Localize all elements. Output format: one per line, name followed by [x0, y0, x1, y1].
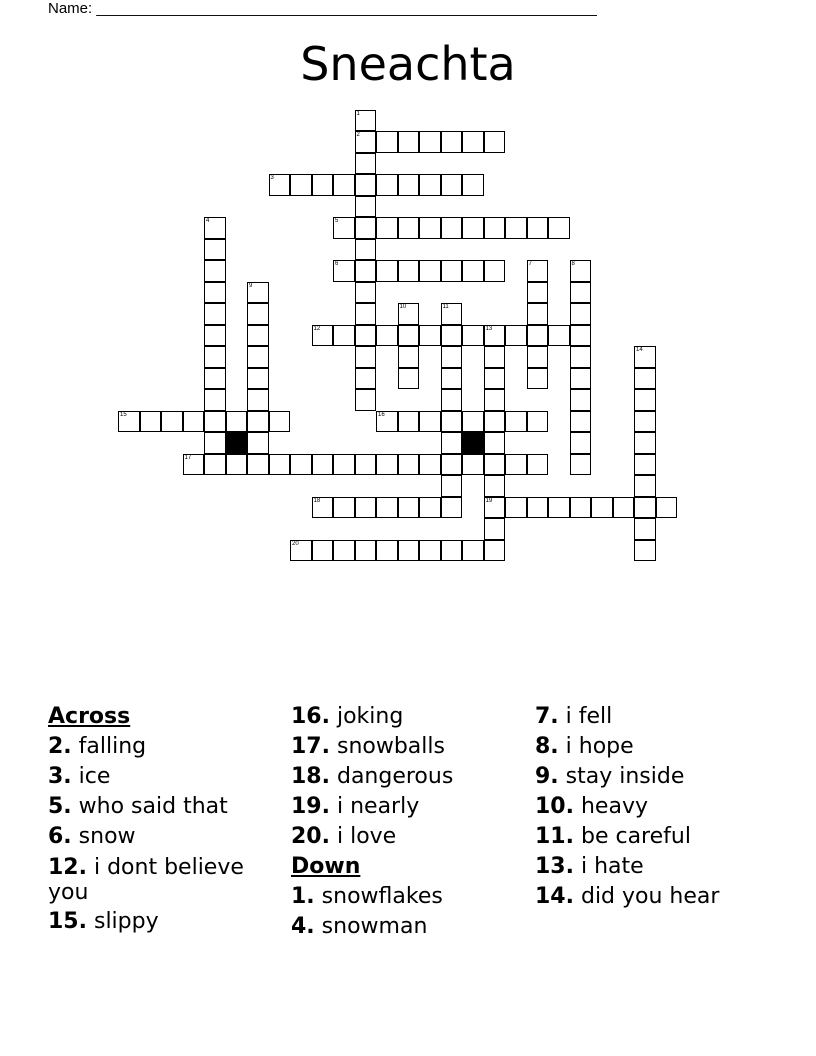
clue-number: 16.: [291, 704, 330, 729]
grid-cell[interactable]: [290, 540, 312, 562]
clue-across-18: [291, 762, 521, 792]
grid-cell[interactable]: [333, 217, 355, 239]
cell-number: 16: [378, 411, 385, 418]
grid-cell[interactable]: [376, 131, 398, 153]
grid-cell[interactable]: [527, 454, 549, 476]
grid-cell[interactable]: [505, 454, 527, 476]
grid-cell[interactable]: [570, 368, 592, 390]
grid-cell[interactable]: [634, 368, 656, 390]
grid-cell[interactable]: [441, 497, 463, 519]
down-heading: Down: [291, 854, 361, 879]
grid-cell[interactable]: [355, 217, 377, 239]
clue-across-15: [48, 907, 278, 937]
grid-cell[interactable]: [376, 411, 398, 433]
grid-cell[interactable]: [290, 454, 312, 476]
clue-number: 19.: [291, 794, 330, 819]
grid-cell[interactable]: [441, 346, 463, 368]
grid-cell[interactable]: [419, 411, 441, 433]
clue-number: 7.: [535, 704, 559, 729]
grid-cell[interactable]: [462, 174, 484, 196]
grid-cell[interactable]: [355, 174, 377, 196]
grid-cell[interactable]: [376, 174, 398, 196]
grid-cell[interactable]: [484, 454, 506, 476]
grid-cell[interactable]: [441, 454, 463, 476]
clue-number: 8.: [535, 734, 559, 759]
cell-number: 20: [292, 540, 299, 547]
clue-down-14: [535, 882, 785, 912]
grid-cell[interactable]: [441, 217, 463, 239]
grid-cell[interactable]: [247, 346, 269, 368]
clue-number: 13.: [535, 854, 574, 879]
clues-column-1: [48, 702, 278, 937]
grid-cell[interactable]: [441, 325, 463, 347]
grid-cell[interactable]: [484, 368, 506, 390]
grid-cell[interactable]: [118, 411, 140, 433]
grid-cell[interactable]: [355, 497, 377, 519]
grid-cell[interactable]: [484, 518, 506, 540]
grid-cell[interactable]: [204, 239, 226, 261]
puzzle-title: Sneachta: [300, 37, 516, 91]
grid-cell[interactable]: [570, 389, 592, 411]
grid-cell[interactable]: [204, 389, 226, 411]
cell-number: 7: [528, 261, 532, 267]
cell-number: 11: [442, 304, 449, 310]
grid-cell[interactable]: [419, 454, 441, 476]
grid-cell[interactable]: [355, 346, 377, 368]
clue-text: snowflakes: [321, 884, 443, 909]
grid-cell[interactable]: [441, 540, 463, 562]
grid-cell[interactable]: [204, 303, 226, 325]
grid-cell[interactable]: [634, 432, 656, 454]
clue-text: i love: [336, 824, 397, 849]
grid-cell[interactable]: [312, 497, 334, 519]
grid-cell[interactable]: [247, 432, 269, 454]
grid-cell[interactable]: [570, 346, 592, 368]
across-heading: Across: [48, 704, 131, 729]
clue-number: 4.: [291, 914, 315, 939]
grid-cell[interactable]: [419, 260, 441, 282]
grid-cell[interactable]: [398, 217, 420, 239]
grid-cell[interactable]: [333, 540, 355, 562]
grid-cell[interactable]: [484, 432, 506, 454]
grid-cell[interactable]: [441, 260, 463, 282]
clue-text: dangerous: [336, 764, 454, 789]
grid-cell[interactable]: [355, 389, 377, 411]
grid-cell[interactable]: [548, 325, 570, 347]
clue-across-2: [48, 732, 278, 762]
grid-cell[interactable]: [527, 497, 549, 519]
grid-cell[interactable]: [376, 217, 398, 239]
clue-down-8: [535, 732, 785, 762]
grid-cell[interactable]: [634, 518, 656, 540]
grid-cell[interactable]: [355, 303, 377, 325]
cell-number: 5: [335, 218, 339, 224]
grid-cell[interactable]: [634, 346, 656, 368]
grid-cell[interactable]: [398, 497, 420, 519]
grid-cell[interactable]: [462, 260, 484, 282]
grid-cell[interactable]: [634, 454, 656, 476]
grid-cell[interactable]: [333, 260, 355, 282]
cell-number: 6: [335, 261, 339, 267]
clue-text: snowballs: [336, 734, 445, 759]
grid-cell[interactable]: [355, 282, 377, 304]
grid-cell[interactable]: [398, 368, 420, 390]
grid-cell[interactable]: [484, 217, 506, 239]
clue-down-4: [291, 912, 521, 942]
grid-cell[interactable]: [247, 389, 269, 411]
clue-number: 12.: [48, 855, 87, 880]
grid-cell[interactable]: [527, 325, 549, 347]
clue-down-13: [535, 852, 785, 882]
grid-cell[interactable]: [204, 282, 226, 304]
grid-cell[interactable]: [204, 217, 226, 239]
cell-number: 12: [313, 325, 321, 332]
grid-cell[interactable]: [484, 389, 506, 411]
grid-cell[interactable]: [376, 325, 398, 347]
grid-cell[interactable]: [527, 282, 549, 304]
grid-cell[interactable]: [484, 540, 506, 562]
grid-cell[interactable]: [355, 239, 377, 261]
clue-text: did you hear: [580, 884, 720, 909]
clue-across-16: [291, 702, 521, 732]
cell-number: 15: [120, 411, 127, 418]
grid-cell[interactable]: [419, 497, 441, 519]
clue-down-9: [535, 762, 785, 792]
grid-cell[interactable]: [204, 368, 226, 390]
grid-cell[interactable]: [462, 540, 484, 562]
clue-text: ice: [78, 764, 111, 789]
clue-text: i nearly: [336, 794, 420, 819]
grid-cell[interactable]: [505, 497, 527, 519]
grid-cell[interactable]: [548, 497, 570, 519]
grid-cell[interactable]: [376, 540, 398, 562]
grid-cell[interactable]: [505, 217, 527, 239]
grid-cell[interactable]: [398, 325, 420, 347]
grid-cell[interactable]: [419, 325, 441, 347]
grid-cell[interactable]: [269, 411, 291, 433]
grid-cell[interactable]: [355, 325, 377, 347]
grid-cell[interactable]: [398, 260, 420, 282]
grid-cell[interactable]: [441, 411, 463, 433]
cell-number: 8: [571, 261, 575, 267]
cell-number: 13: [485, 325, 493, 332]
clue-across-6: [48, 822, 278, 852]
grid-cell[interactable]: [355, 131, 377, 153]
clue-text: snow: [78, 824, 136, 849]
clue-text: i hate: [580, 854, 644, 879]
grid-cell[interactable]: [247, 303, 269, 325]
grid-cell[interactable]: [462, 411, 484, 433]
grid-cell[interactable]: [634, 475, 656, 497]
grid-cell[interactable]: [484, 497, 506, 519]
clue-text: snowman: [321, 914, 428, 939]
grid-cell[interactable]: [591, 497, 613, 519]
grid-cell[interactable]: [247, 325, 269, 347]
grid-cell[interactable]: [441, 174, 463, 196]
grid-cell[interactable]: [204, 454, 226, 476]
grid-cell[interactable]: [355, 540, 377, 562]
grid-cell[interactable]: [462, 325, 484, 347]
grid-cell[interactable]: [527, 303, 549, 325]
grid-cell[interactable]: [634, 411, 656, 433]
clue-number: 9.: [535, 764, 559, 789]
grid-cell[interactable]: [312, 325, 334, 347]
grid-cell[interactable]: [570, 497, 592, 519]
clues-column-3: [535, 702, 785, 912]
grid-cell[interactable]: [484, 346, 506, 368]
grid-block-cell: [462, 432, 484, 454]
cell-number: 1: [356, 110, 360, 117]
clue-text: i hope: [565, 734, 634, 759]
grid-cell[interactable]: [333, 325, 355, 347]
grid-cell[interactable]: [527, 411, 549, 433]
grid-cell[interactable]: [247, 454, 269, 476]
grid-cell[interactable]: [398, 303, 420, 325]
clue-text: slippy: [93, 909, 159, 934]
grid-cell[interactable]: [505, 411, 527, 433]
clue-number: 1.: [291, 884, 315, 909]
clue-number: 2.: [48, 734, 72, 759]
grid-cell[interactable]: [634, 540, 656, 562]
grid-cell[interactable]: [634, 497, 656, 519]
clue-text: who said that: [78, 794, 228, 819]
grid-cell[interactable]: [204, 325, 226, 347]
grid-cell[interactable]: [290, 174, 312, 196]
grid-cell[interactable]: [462, 131, 484, 153]
grid-cell[interactable]: [355, 368, 377, 390]
cell-number: 19: [485, 497, 493, 504]
grid-cell[interactable]: [355, 454, 377, 476]
clue-across-5: [48, 792, 278, 822]
grid-cell[interactable]: [398, 346, 420, 368]
grid-cell[interactable]: [441, 368, 463, 390]
grid-cell[interactable]: [247, 282, 269, 304]
grid-cell[interactable]: [226, 454, 248, 476]
grid-cell[interactable]: [376, 497, 398, 519]
cell-number: 10: [399, 304, 407, 310]
clue-across-17: [291, 732, 521, 762]
grid-cell[interactable]: [204, 432, 226, 454]
clue-number: 20.: [291, 824, 330, 849]
clue-number: 11.: [535, 824, 574, 849]
grid-cell[interactable]: [398, 174, 420, 196]
grid-cell[interactable]: [570, 282, 592, 304]
grid-cell[interactable]: [484, 260, 506, 282]
cell-number: 2: [356, 132, 360, 138]
grid-cell[interactable]: [247, 368, 269, 390]
grid-cell[interactable]: [355, 110, 377, 132]
grid-cell[interactable]: [419, 217, 441, 239]
clue-text: heavy: [580, 794, 648, 819]
clue-down-7: [535, 702, 785, 732]
grid-cell[interactable]: [376, 454, 398, 476]
grid-cell[interactable]: [634, 389, 656, 411]
grid-cell[interactable]: [505, 325, 527, 347]
clue-down-11: [535, 822, 785, 852]
clue-text: joking: [336, 704, 404, 729]
grid-cell[interactable]: [183, 454, 205, 476]
clue-number: 5.: [48, 794, 72, 819]
clue-text: stay inside: [565, 764, 685, 789]
grid-cell[interactable]: [484, 475, 506, 497]
clue-across-12: [48, 852, 278, 907]
grid-cell[interactable]: [376, 260, 398, 282]
grid-cell[interactable]: [462, 217, 484, 239]
grid-cell[interactable]: [269, 454, 291, 476]
grid-cell[interactable]: [247, 411, 269, 433]
grid-cell[interactable]: [204, 260, 226, 282]
cell-number: 3: [270, 175, 274, 181]
grid-cell[interactable]: [613, 497, 635, 519]
grid-cell[interactable]: [333, 454, 355, 476]
grid-cell[interactable]: [204, 346, 226, 368]
cell-number: 9: [249, 282, 253, 289]
grid-cell[interactable]: [570, 303, 592, 325]
grid-cell[interactable]: [527, 346, 549, 368]
grid-cell[interactable]: [204, 411, 226, 433]
grid-cell[interactable]: [441, 131, 463, 153]
clue-number: 18.: [291, 764, 330, 789]
grid-cell[interactable]: [398, 540, 420, 562]
clue-text: i fell: [565, 704, 613, 729]
grid-cell[interactable]: [570, 325, 592, 347]
grid-cell[interactable]: [548, 217, 570, 239]
grid-cell[interactable]: [484, 325, 506, 347]
grid-cell[interactable]: [312, 540, 334, 562]
grid-cell[interactable]: [312, 454, 334, 476]
clue-across-19: [291, 792, 521, 822]
clue-number: 17.: [291, 734, 330, 759]
grid-cell[interactable]: [355, 260, 377, 282]
clue-number: 14.: [535, 884, 574, 909]
grid-cell[interactable]: [484, 131, 506, 153]
clue-text: i dont believe you: [48, 855, 244, 905]
cell-number: 14: [636, 347, 643, 353]
grid-cell[interactable]: [226, 411, 248, 433]
grid-cell[interactable]: [570, 432, 592, 454]
clue-number: 10.: [535, 794, 574, 819]
grid-cell[interactable]: [333, 174, 355, 196]
grid-cell[interactable]: [419, 131, 441, 153]
grid-cell[interactable]: [527, 260, 549, 282]
grid-cell[interactable]: [527, 368, 549, 390]
clue-number: 15.: [48, 909, 87, 934]
grid-cell[interactable]: [570, 411, 592, 433]
grid-cell[interactable]: [570, 454, 592, 476]
grid-cell[interactable]: [441, 432, 463, 454]
grid-cell[interactable]: [441, 303, 463, 325]
grid-cell[interactable]: [355, 153, 377, 175]
grid-cell[interactable]: [419, 174, 441, 196]
grid-cell[interactable]: [441, 389, 463, 411]
clue-across-20: [291, 822, 521, 852]
grid-cell[interactable]: [419, 540, 441, 562]
grid-cell[interactable]: [462, 454, 484, 476]
grid-cell[interactable]: [570, 260, 592, 282]
grid-cell[interactable]: [441, 475, 463, 497]
grid-cell[interactable]: [398, 411, 420, 433]
clue-text: be careful: [580, 824, 691, 849]
clue-text: falling: [78, 734, 147, 759]
clue-number: 6.: [48, 824, 72, 849]
grid-cell[interactable]: [161, 411, 183, 433]
clue-across-3: [48, 762, 278, 792]
grid-cell[interactable]: [484, 411, 506, 433]
grid-cell[interactable]: [355, 196, 377, 218]
clue-down-10: [535, 792, 785, 822]
cell-number: 4: [206, 218, 210, 224]
grid-cell[interactable]: [183, 411, 205, 433]
grid-cell[interactable]: [333, 497, 355, 519]
grid-cell[interactable]: [398, 454, 420, 476]
grid-cell[interactable]: [527, 217, 549, 239]
grid-block-cell: [226, 432, 248, 454]
grid-cell[interactable]: [312, 174, 334, 196]
grid-cell[interactable]: [656, 497, 678, 519]
clue-number: 3.: [48, 764, 72, 789]
grid-cell[interactable]: [398, 131, 420, 153]
grid-cell[interactable]: [140, 411, 162, 433]
clues-column-2: [291, 702, 521, 942]
cell-number: 17: [184, 454, 192, 461]
name-field-label: Name: ____________________________________________________________: [48, 0, 597, 17]
grid-cell[interactable]: [269, 174, 291, 196]
cell-number: 18: [313, 497, 321, 504]
clue-down-1: [291, 882, 521, 912]
